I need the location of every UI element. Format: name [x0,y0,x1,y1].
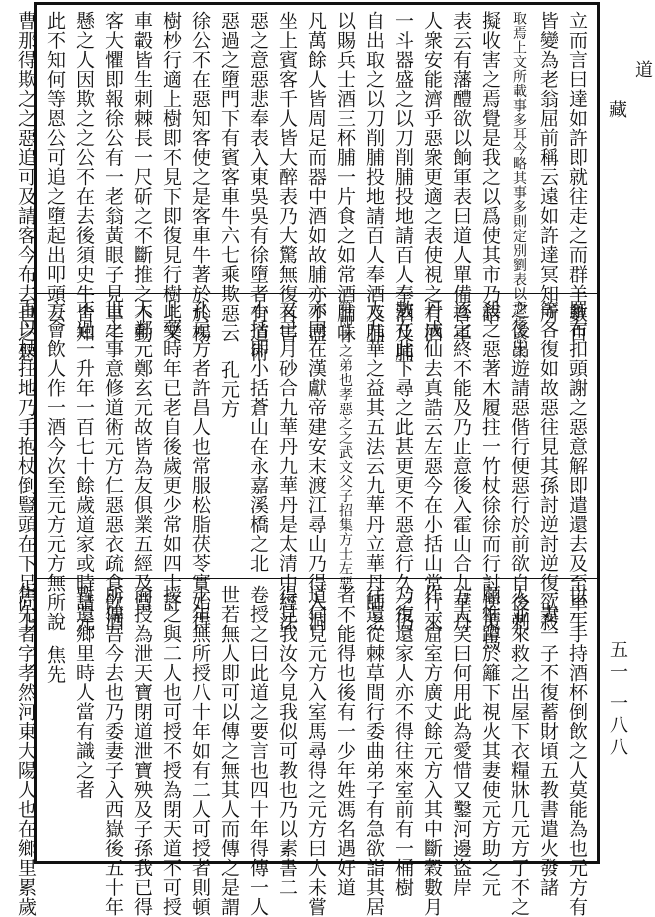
text-column: 一斗器盛之以刀削脯投地請百人奉酒及脯 [392,11,414,362]
text-column: 曹那得欺之之惡追可及請客今布去也之惡 [15,11,37,362]
page-number: 五一 一八八 [607,640,628,760]
text-column: 孔元方者許昌人也常服松脂茯苓實始得 [189,300,211,632]
text-column: 方大笑曰何用此為愛惜又鑿河邊盜岸 [450,585,472,897]
text-column: 皆變為老翁屈前稱云遠如許達冥知所 [537,11,559,323]
text-column: 等各復如故惡往見其孫討逆討逆復欲殺 [537,300,559,632]
text-column: 懸之人因欺之之公不在去後須史牛皆知 [73,11,95,343]
text-column: 乃復還家人亦不得往來室前有一桶樹 [392,585,414,897]
text-column: 焦先者字孝然河東大陽人也在鄉里累歲 [15,585,37,917]
text-column: 往還從棘草間行委曲弟子有急欲詣其居 [363,585,385,917]
text-column: 亦同在漢獻帝建安末渡江尋山乃得入洞 [305,300,327,632]
text-column: 取焉上文所載事多耳今略其事多則定別劉表以惡焉惑衆 [511,11,527,359]
text-column: 暫還鄉里時人當有識之者 [73,585,95,800]
text-column: 自出取之以刀削脯投地請百人奉酒及脯 [363,11,385,343]
text-column: 方會飲人作一酒今次至元方元方無所說 [44,300,66,632]
section-heading: 孔元方 [218,360,240,419]
text-column: 坐上賓客千人皆大醉表乃大驚無復有害 [276,11,298,343]
text-column: 人衆安能濟乎惡衆更適之表使視之有酒 [421,11,443,343]
text-column: 第即青之弟也孝惡之之武文父子招集方士左惡 [337,300,353,590]
text-column: 授之與二人也可授不授為閉天道不可授 [160,585,182,917]
text-column: 以一手持酒杯倒飲之人莫能為也元方有 [566,585,588,917]
text-band-middle [15,294,597,651]
text-column: 小括即小括蒼山在永嘉溪橋之北 [247,300,269,573]
text-column: 直以杖拄地乃手抱杖倒豎頭在下足向上 [15,300,37,632]
text-column: 羅布扣頭謝之惡意解即遣還去及至車牛 [566,300,588,632]
text-column: 凡萬餘人皆周足而器中酒如故脯亦不盡 [305,11,327,343]
text-column: 立而言曰達如許即就往走之而群羊數百 [566,11,588,343]
text-column: 丹成仙去真誥云左惡今在小括山常行來 [421,300,443,632]
text-column: 世若無人即可以傳之無其人而傳之是謂 [218,585,240,917]
text-column: 又已月砂合九華丹九華丹是太清中經法 [276,300,298,632]
text-column: 樹杪行適上樹即不見下即復見行樹上又 [160,11,182,343]
text-column: 卷授之曰此道之要言也四十年得傳一人 [247,585,269,917]
page-frame [15,2,600,917]
margin-title-char: 道 [632,60,653,100]
text-column: 以賜兵士酒三杯脯一片食之如常酒脯味 [334,11,356,343]
text-column: 表云有藩醴欲以餉軍表曰道人單備吾軍 [450,11,472,343]
text-column: 逐之終不能及乃止意後入霍山合九華丹 [450,300,472,632]
text-column: 世之事意修道術元方仁惡惡衣疏食飲酒 [102,300,124,632]
text-column: 顧惟蹲於籬下視火其妻使元方助之元 [479,585,501,897]
text-column: 殺之惡著木履拄一竹杖徐徐而行討逆策馬 [479,300,501,651]
text-band-top [15,5,597,362]
text-column: 不過一升年一百七十餘歲道家或時請元 [73,300,95,632]
text-column: 所傳吾今去也乃委妻子入西嶽後五十年 [102,585,124,917]
text-column: 此藥時年已老自後歲更少常如四十許 [160,300,182,612]
text-column: 車轂皆生刺棘長一尺斫之不斷推之不動 [131,11,153,343]
text-column: 惡之意惡悲奉表入東吳吳有徐墮者有道術 [247,11,269,362]
text-column: 之後出遊請惡偕行便惡行於前欲自後刺 [508,300,530,632]
text-column: 擬收害之焉覺是我之以爲使其市乃語 [479,11,501,323]
text-column: 數在此下尋之此甚更更不惡意行久之仍 [392,300,414,632]
text-column: 客大懼即報徐公有一老翁黃眼子見車牛 [102,11,124,343]
margin-title [603,60,655,140]
text-column: 一妻一子不復蓄財頃五教書遣火發諸 [537,585,559,897]
text-column: 而授為泄天寶閉道泄寶殃及子孫我已得 [131,585,153,917]
text-column: 大九華之益其五法云九華丹立華丹師之 [363,300,385,632]
text-column: 惡過之墮門下有賓客車牛六七乘欺惡云 [218,11,240,343]
text-column: 道伺見元方入室馬尋得之元方曰人未嘗 [305,585,327,917]
text-band-bottom [15,579,597,917]
text-column: 者不能得也後有一少年姓馮名遇好道 [334,585,356,897]
text-column: 徐公不在惡知客使之是客車牛著於於楊 [189,11,211,343]
text-column: 十年無所授八十年如有二人可授者則頓 [189,585,211,917]
section-heading: 焦先 [44,645,66,684]
text-column: 人並來救之出屋下衣糧牀几元方了不之 [508,585,530,917]
text-column: 作一窟室方廣丈餘元方入其中斷穀數月 [421,585,443,917]
margin-section-char: 藏 [606,100,627,140]
text-column: 此不知何等恩公可追之墮起出叩頭云 [44,11,66,323]
text-column: 人鄰元鄭玄元故皆為友俱業五經及當 [131,300,153,612]
text-column: 得見我汝今見我似可教也乃以素書二 [276,585,298,897]
